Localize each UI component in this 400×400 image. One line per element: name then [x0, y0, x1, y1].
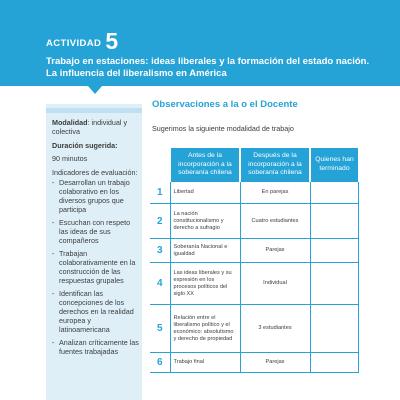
row-antes: Relación entre el liberalismo político y el económico: absolutismo y derecho de propiedad [170, 305, 240, 353]
table-header-quienes: Quienes han terminado [310, 148, 358, 182]
duration-label: Duración sugerida: [52, 141, 118, 150]
row-quienes [310, 204, 358, 239]
section-title: Observaciones a la o el Docente [152, 99, 298, 110]
activity-title [46, 56, 369, 79]
indicator-item: - Escuchan con respeto las ideas de sus compañeros [52, 218, 140, 245]
table-row [150, 305, 358, 353]
indicator-item: - Desarrollan un trabajo colaborativo en los diversos grupos que participa [52, 178, 140, 214]
table-header-despues: Después de la incorporación a la soberanía chilena [240, 148, 310, 182]
row-quienes [310, 182, 358, 204]
row-number: 3 [150, 239, 170, 263]
modality-line [52, 118, 127, 127]
indicator-item: - Identifican las concepciones de los derechos en la realidad europea y latinoamericana [52, 289, 140, 334]
indicators-list [52, 178, 140, 360]
row-quienes [310, 353, 358, 373]
activity-banner [0, 0, 400, 86]
duration-value: 90 minutos [52, 154, 88, 163]
table-header-blank [150, 148, 170, 182]
sidebar-top-bar [46, 108, 142, 113]
activity-label: ACTIVIDAD [46, 38, 102, 49]
row-quienes [310, 263, 358, 305]
row-number: 6 [150, 353, 170, 373]
table-row [150, 182, 358, 204]
table-header-antes: Antes de la incorporación a la soberanía chilena [170, 148, 240, 182]
row-antes: Trabajo final [170, 353, 240, 373]
banner-notch [88, 86, 102, 94]
activity-title-line2: La influencia del liberalismo en América [46, 67, 227, 79]
row-number: 5 [150, 305, 170, 353]
modality-label: Modalidad [52, 118, 88, 127]
row-number: 2 [150, 204, 170, 239]
row-despues: Parejas [240, 239, 310, 263]
row-despues: 3 estudiantes [240, 305, 310, 353]
row-antes: Soberanía Nacional e igualdad [170, 239, 240, 263]
indicators-label: Indicadores de evaluación: [52, 168, 138, 177]
row-number: 1 [150, 182, 170, 204]
row-despues: En parejas [240, 182, 310, 204]
indicator-item: - Analizan críticamente las fuentes trabajadas [52, 338, 140, 356]
modality-value: : individual y [87, 118, 128, 127]
row-quienes [310, 239, 358, 263]
work-modality-table [150, 148, 359, 373]
row-antes: La nación constitucionalismo y derecho a sufragio [170, 204, 240, 239]
row-quienes [310, 305, 358, 353]
activity-title-line1: Trabajo en estaciones: ideas liberales y la formación del estado nación. [46, 56, 370, 67]
row-antes: Las ideas liberales y su expresión en los procesos políticos del siglo XX [170, 263, 240, 305]
table-row [150, 353, 358, 373]
activity-number: 5 [105, 28, 119, 54]
activity-heading [46, 30, 118, 52]
table-row [150, 204, 358, 239]
table-header-row [150, 148, 358, 182]
table-row [150, 263, 358, 305]
row-despues: Parejas [240, 353, 310, 373]
modality-value-cont: colectiva [52, 127, 80, 136]
row-despues: Cuatro estudiantes [240, 204, 310, 239]
indicator-item: - Trabajan colaborativamente en la construcción de las respuestas grupales [52, 249, 140, 285]
section-intro: Sugerimos la siguiente modalidad de trabajo [152, 124, 294, 133]
row-number: 4 [150, 263, 170, 305]
table-row [150, 239, 358, 263]
row-antes: Libertad [170, 182, 240, 204]
activity-info-sidebar [46, 104, 142, 400]
row-despues: Individual [240, 263, 310, 305]
